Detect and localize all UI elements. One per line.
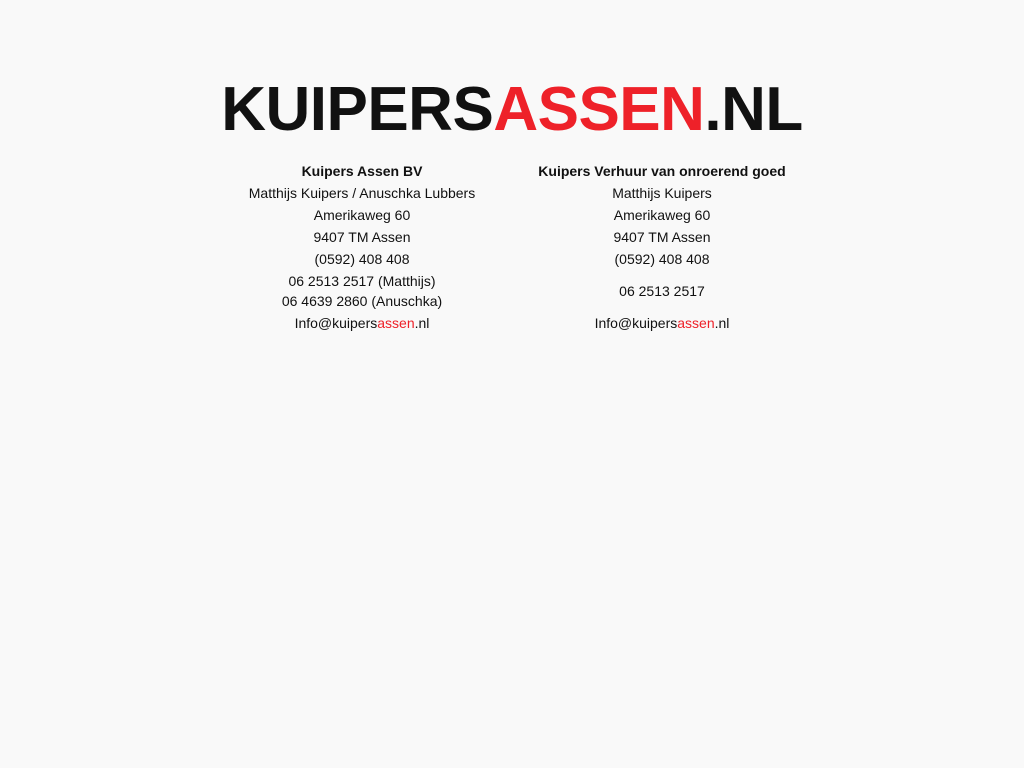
mobile-number-anuschka: 06 4639 2860 (Anuschka) [281, 293, 443, 309]
contact-block-kuipers-assen-bv [212, 160, 512, 334]
logo-text-assen: ASSEN [493, 75, 705, 144]
postal-city: 9407 TM Assen [313, 229, 411, 245]
mobile-numbers [212, 270, 512, 312]
street-address: Amerikaweg 60 [613, 207, 711, 223]
contact-names: Matthijs Kuipers / Anuschka Lubbers [248, 185, 476, 201]
mobile-number-matthijs: 06 2513 2517 (Matthijs) [288, 273, 436, 289]
logo-text-kuipers: KUIPERS [221, 75, 494, 144]
email-prefix: Info@kuipers [294, 315, 378, 331]
phone-number: (0592) 408 408 [614, 251, 710, 267]
email-accent: assen [377, 315, 415, 331]
email-suffix: .nl [714, 315, 730, 331]
email-link[interactable] [512, 312, 812, 334]
logo-text-nl: .NL [704, 75, 803, 144]
company-name: Kuipers Assen BV [301, 163, 423, 179]
postal-city: 9407 TM Assen [613, 229, 711, 245]
email-accent: assen [677, 315, 715, 331]
street-address: Amerikaweg 60 [313, 207, 411, 223]
company-name: Kuipers Verhuur van onroerend goed [538, 163, 786, 179]
contact-block-kuipers-verhuur [512, 160, 812, 334]
contact-names: Matthijs Kuipers [612, 185, 712, 201]
phone-number: (0592) 408 408 [314, 251, 410, 267]
email-suffix: .nl [414, 315, 430, 331]
email-link[interactable] [212, 312, 512, 334]
email-prefix: Info@kuipers [594, 315, 678, 331]
mobile-number: 06 2513 2517 [619, 283, 705, 299]
site-logo [0, 75, 1024, 144]
